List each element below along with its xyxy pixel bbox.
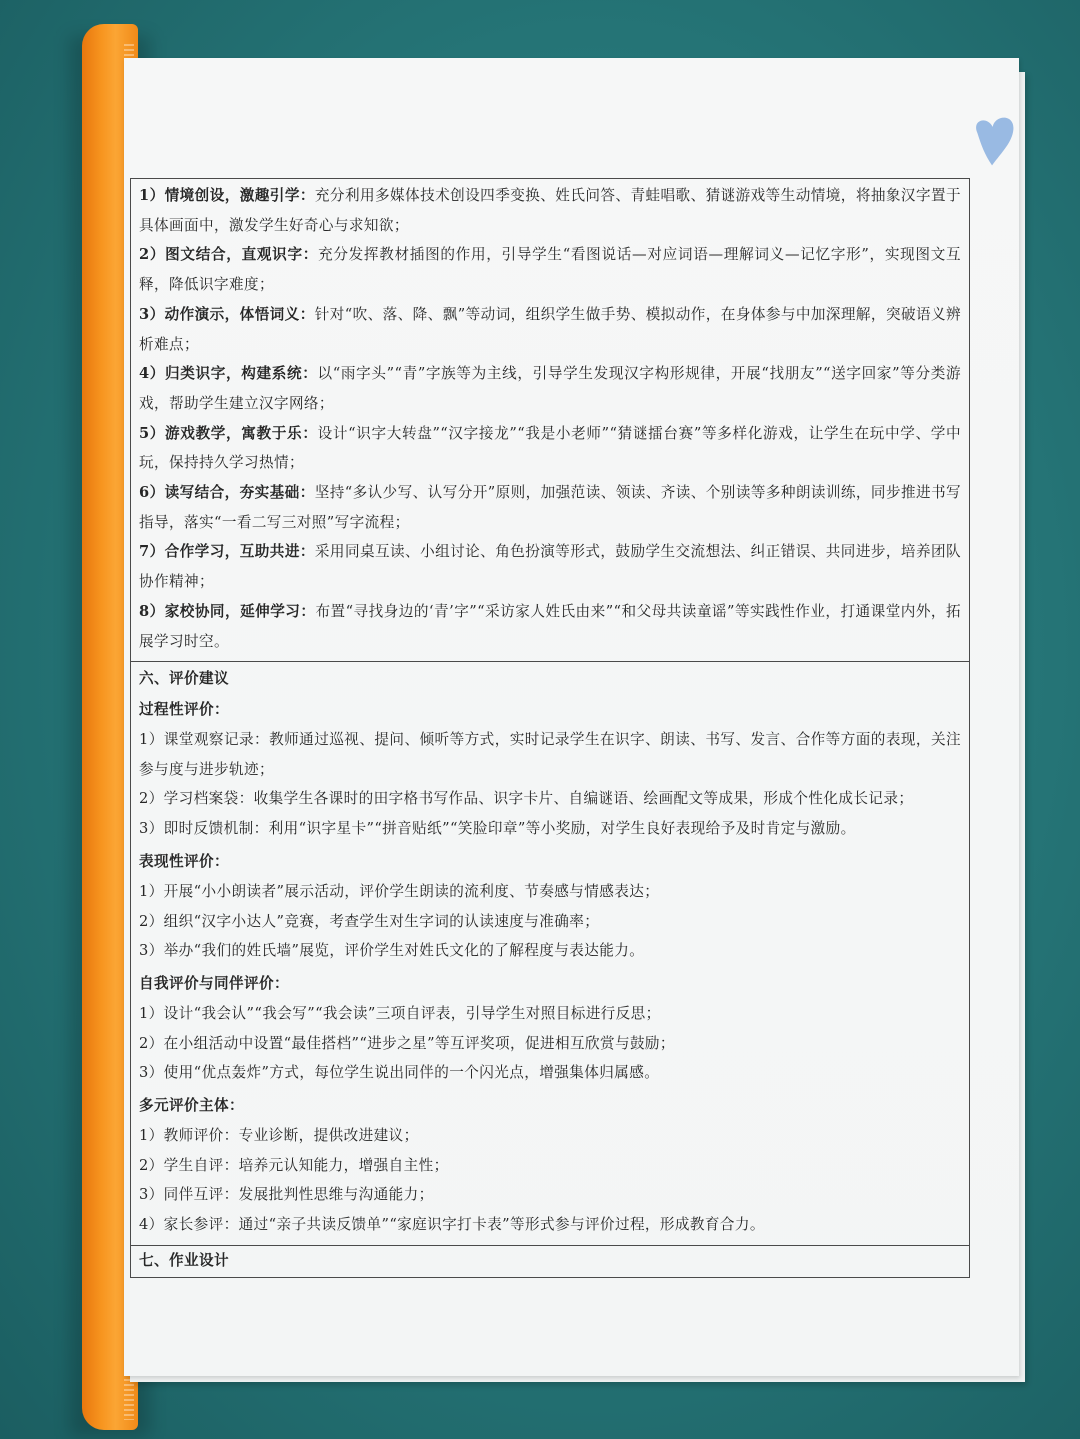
evaluation-item: 2）组织“汉字小达人”竞赛，考查学生对生字词的认读速度与准确率； — [139, 912, 600, 930]
evaluation-item: 3）同伴互评：发展批判性思维与沟通能力； — [139, 1186, 434, 1204]
strategy-text: 充分利用多媒体技术创设四季变换、姓氏问答、青蛙唱歌、猜谜游戏等生动情境，将抽象汉字置于具体画面中，激发学生好奇心与求知欲； — [139, 187, 961, 234]
strategy-paragraph — [139, 240, 961, 299]
strategy-paragraph — [139, 597, 961, 656]
strategy-paragraph — [139, 181, 961, 240]
evaluation-group-title: 多元评价主体： — [139, 1097, 244, 1115]
evaluation-group-title: 表现性评价： — [139, 852, 229, 870]
teaching-strategies-cell — [131, 179, 969, 661]
strategy-text: 布置“寻找身边的‘青’字”“采访家人姓氏由来”“和父母共读童谣”等实践性作业，打通课堂内外，拓展学习时空。 — [139, 602, 961, 650]
evaluation-groups — [139, 695, 961, 1240]
homework-section-cell — [131, 1245, 969, 1277]
strategy-paragraph — [139, 478, 961, 537]
strategy-text: 坚持“多认少写、认写分开”原则，加强范读、领读、齐读、个别读等多种朗读训练，同步推进书写指导，落实“一看二写三对照”写字流程； — [139, 484, 961, 531]
strategy-paragraph — [139, 419, 961, 478]
evaluation-item: 1）开展“小小朗读者”展示活动，评价学生朗读的流利度、节奏感与情感表达； — [139, 882, 660, 900]
strategy-text: 以“雨字头”“青”字族等为主线，引导学生发现汉字构形规律，开展“找朋友”“送字回家”等分类游戏，帮助学生建立汉字网络； — [139, 365, 961, 412]
evaluation-item: 4）家长参评：通过“亲子共读反馈单”“家庭识字打卡表”等形式参与评价过程，形成教育合力。 — [139, 1216, 765, 1234]
strategy-title: 6）读写结合，夯实基础： — [139, 484, 315, 502]
strategy-text: 针对“吹、落、降、飘”等动词，组织学生做手势、模拟动作，在身体参与中加深理解，突破语义辨析难点； — [139, 305, 961, 353]
strategy-text: 充分发挥教材插图的作用，引导学生“看图说话—对应词语—理解词义—记忆字形”，实现图文互释，降低识字难度； — [139, 246, 961, 294]
evaluation-item: 2）学生自评：培养元认知能力，增强自主性； — [139, 1156, 449, 1174]
evaluation-item: 1）设计“我会认”“我会写”“我会读”三项自评表，引导学生对照目标进行反思； — [139, 1004, 661, 1022]
strategy-title: 3）动作演示，体悟词义： — [139, 305, 315, 323]
strategy-title: 1）情境创设，激趣引学： — [139, 187, 315, 204]
strategy-text: 设计“识字大转盘”“汉字接龙”“我是小老师”“猜谜擂台赛”等多样化游戏，让学生在玩中学、学中玩，保持持久学习热情； — [139, 424, 961, 472]
evaluation-section-cell — [131, 661, 969, 1245]
evaluation-group-title: 自我评价与同伴评价： — [139, 974, 289, 992]
strategy-title: 8）家校协同，延伸学习： — [139, 602, 316, 620]
section6-heading: 六、评价建议 — [139, 670, 229, 687]
strategy-paragraph — [139, 537, 961, 596]
lesson-plan-table — [130, 178, 970, 1278]
evaluation-item: 1）教师评价：专业诊断，提供改进建议； — [139, 1127, 419, 1145]
evaluation-item: 2）学习档案袋：收集学生各课时的田字格书写作品、识字卡片、自编谜语、绘画配文等成果，形成个性化成长记录； — [139, 790, 914, 808]
evaluation-item: 1）课堂观察记录：教师通过巡视、提问、倾听等方式，实时记录学生在识字、朗读、书写、发言、合作等方面的表现，关注参与度与进步轨迹； — [139, 731, 961, 778]
evaluation-item: 3）使用“优点轰炸”方式，每位学生说出同伴的一个闪光点，增强集体归属感。 — [139, 1064, 660, 1082]
strategy-title: 7）合作学习，互助共进： — [139, 543, 315, 561]
strategy-title: 2）图文结合，直观识字： — [139, 246, 319, 264]
section7-heading: 七、作业设计 — [139, 1252, 229, 1269]
evaluation-item: 3）即时反馈机制：利用“识字星卡”“拼音贴纸”“笑脸印章”等小奖励，对学生良好表现给予及时肯定与激励。 — [139, 820, 856, 838]
strategy-text: 采用同桌互读、小组讨论、角色扮演等形式，鼓励学生交流想法、纠正错误、共同进步，培养团队协作精神； — [139, 543, 961, 591]
evaluation-group-title: 过程性评价： — [139, 701, 229, 718]
evaluation-item: 3）举办“我们的姓氏墙”展览，评价学生对姓氏文化的了解程度与表达能力。 — [139, 942, 645, 960]
strategy-title: 4）归类识字，构建系统： — [139, 365, 318, 383]
evaluation-item: 2）在小组活动中设置“最佳搭档”“进步之星”等互评奖项，促进相互欣赏与鼓励； — [139, 1034, 675, 1052]
heart-icon — [965, 108, 1035, 178]
strategy-title: 5）游戏教学，寓教于乐： — [139, 424, 318, 442]
strategy-paragraph — [139, 359, 961, 418]
strategy-paragraph — [139, 300, 961, 359]
